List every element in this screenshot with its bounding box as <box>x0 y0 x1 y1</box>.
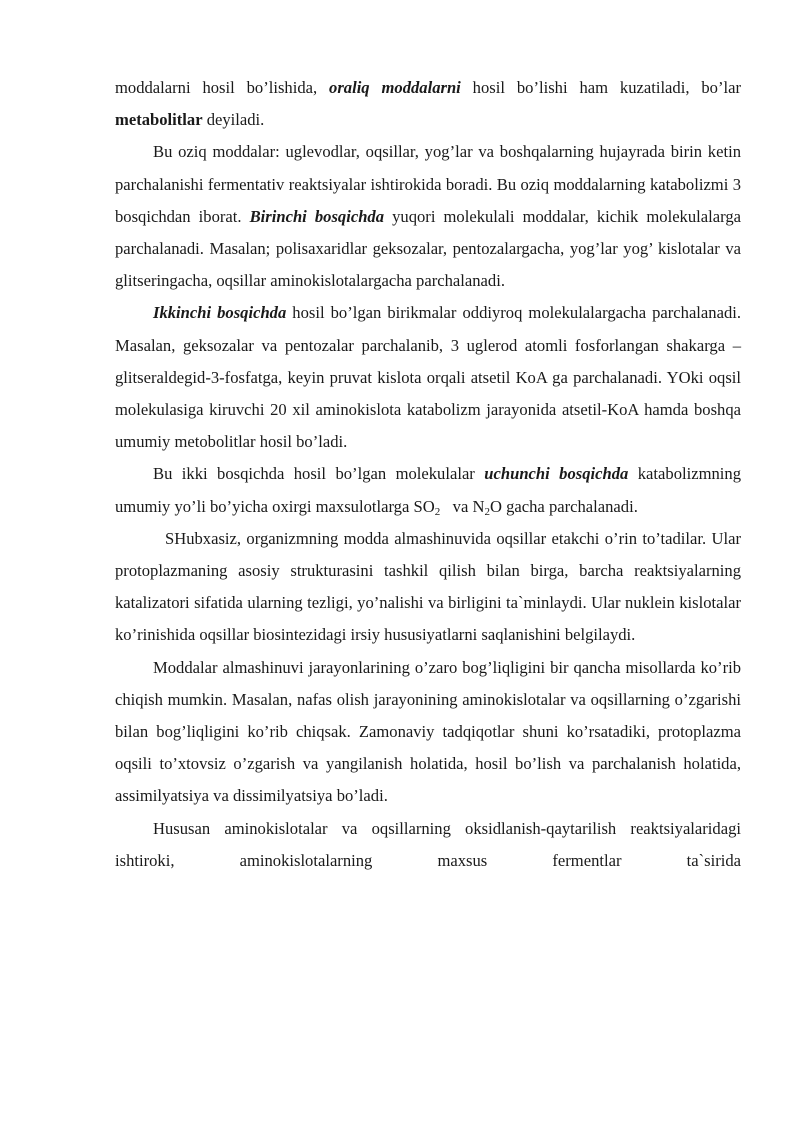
text-run: yuqori molekulali moddalar, kichik molekulalarga parchalanadi. Masalan; polisaxaridlar geksozalar, pentozalargacha, yog’lar yog’ kislotalar va glitseringacha, oqsillar aminokislotalargacha parchalanadi. <box>115 206 741 291</box>
text-run: va N <box>440 496 485 516</box>
document-page <box>115 72 741 877</box>
text-run: hosil bo’lishi ham kuzatiladi, bo’lar <box>460 78 741 97</box>
paragraph-7 <box>115 813 741 877</box>
text-run: hosil bo’lgan birikmalar oddiyroq molekulalargacha parchalanadi. Masalan, geksozalar va pentozalar parchalanib, 3 uglerod atomli fosforlangan shakarga – glitseraldegid-3-fosfatga, keyin pruvat kislota orqali atsetil KoA ga parchalanadi. YOki oqsil molekulasiga kiruvchi 20 xil aminokislota katabolizm jarayonida atsetil-KoA hamda boshqa umumiy metobolitlar hosil bo’ladi. <box>115 303 742 452</box>
emphasis-term: oraliq moddalarni <box>329 78 461 97</box>
bold-term: metabolitlar <box>115 110 203 130</box>
text-run: Moddalar almashinuvi jarayonlarining o’zaro bog’liqligini bir qancha misollarda ko’rib chiqish mumkin. Masalan, nafas olish jarayonining aminokislotalar va oqsillarning o’zgarishi bilan bog’liqligini ko’rib chiqsak. Zamonaviy tadqiqotlar shuni ko’rsatadiki, protoplazma oqsili to’xtovsiz o’zgarish va yangilanish holatida, hosil bo’lish va parchalanish holatida, assimilyatsiya va dissimilyatsiya bo’ladi. <box>115 657 741 806</box>
paragraph-6 <box>115 652 741 813</box>
emphasis-term: Birinchi bosqichda <box>249 206 385 226</box>
paragraph-3 <box>115 297 741 458</box>
text-run: Hususan aminokislotalar va oqsillarning oksidlanish-qaytarilish reaktsiyalaridagi ishtiroki, aminokislotalarning maxsus fermentlar ta`sirida <box>115 818 741 870</box>
paragraph-5 <box>115 523 741 652</box>
paragraph-1 <box>115 72 741 136</box>
paragraph-4 <box>115 458 741 522</box>
emphasis-term: Ikkinchi bosqichda <box>153 303 287 323</box>
emphasis-term: uchunchi bosqichda <box>484 464 629 484</box>
subscript: 2 <box>484 505 490 518</box>
paragraph-2 <box>115 136 741 297</box>
text-run: moddalarni hosil bo’lishida, <box>115 78 330 97</box>
text-run: Bu oziq moddalar: uglevodlar, oqsillar, yog’lar va boshqalarning hujayrada birin ketin parchalanishi fermentativ reaktsiyalar ishtirokida boradi. Bu oziq moddalarning katabolizmi 3 bosqichdan iborat. <box>115 142 741 226</box>
subscript: 2 <box>434 505 441 518</box>
text-run: O gacha parchalanadi. <box>489 496 638 516</box>
text-run: SHubxasiz, organizmning modda almashinuvida oqsillar etakchi o’rin to’tadilar. Ular protoplazmaning asosiy strukturasini tashkil qilish bilan birga, barcha reaktsiyalarning katalizatori sifatida ularning tezligi, yo’nalishi va birligini ta`minlaydi. Ular nuklein kislotalar ko’rinishida oqsillar biosintezidagi irsiy hususiyatlarni saqlanishini belgilaydi. <box>115 528 741 645</box>
text-run: deyiladi. <box>202 110 265 130</box>
text-run: katabolizmning umumiy yo’li bo’yicha oxirgi maxsulotlarga SO <box>115 464 741 516</box>
text-run: Bu ikki bosqichda hosil bo’lgan molekulalar <box>153 464 485 484</box>
